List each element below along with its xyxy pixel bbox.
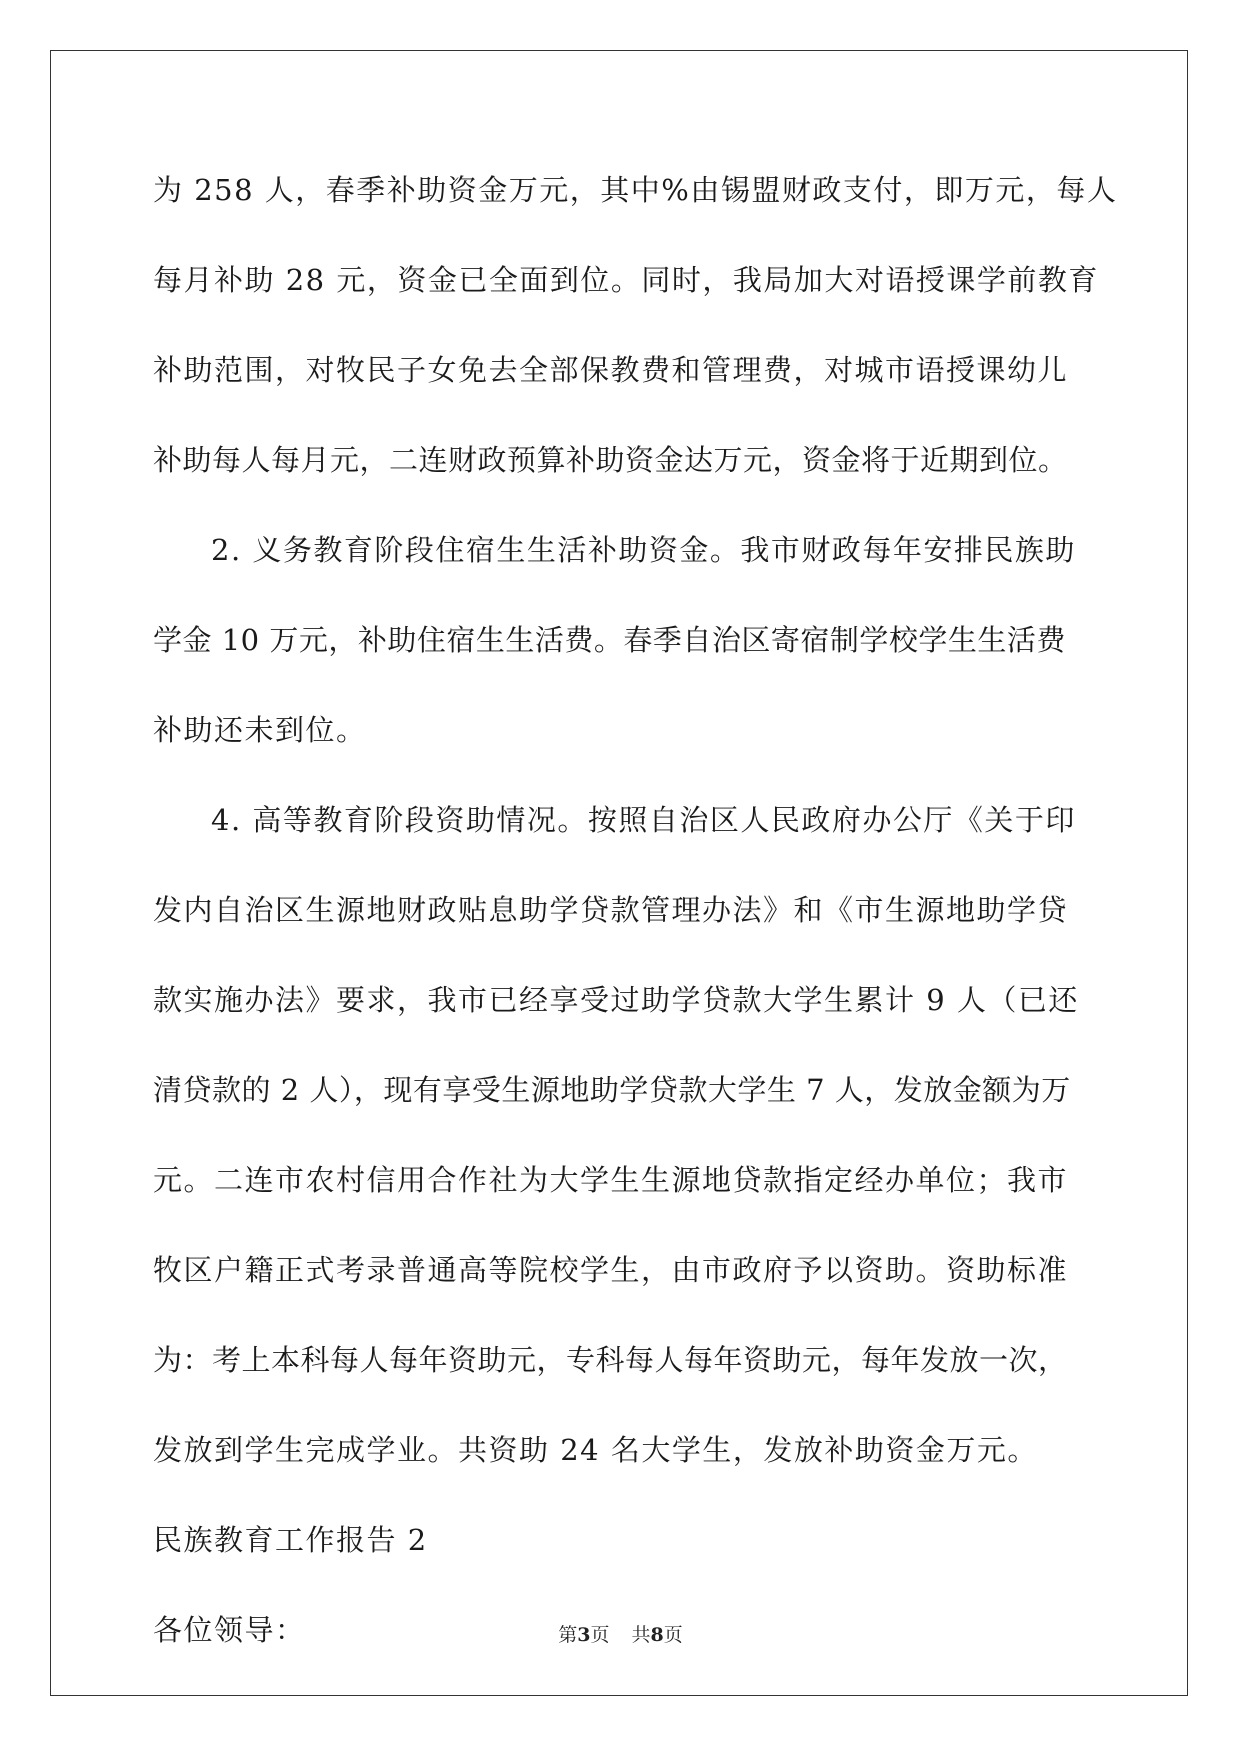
- page-suffix: 页: [590, 1624, 610, 1646]
- total-prefix: 共: [631, 1624, 651, 1646]
- body-line: 款实施办法》要求，我市已经享受过助学贷款大学生累计 9 人（已还: [153, 983, 1079, 1017]
- body-line: 补助还未到位。: [153, 713, 367, 747]
- body-line: 元。二连市农村信用合作社为大学生生源地贷款指定经办单位；我市: [153, 1163, 1069, 1197]
- body-line: 补助每人每月元，二连财政预算补助资金达万元，资金将于近期到位。: [153, 443, 1068, 477]
- paragraph-start-line: 4. 高等教育阶段资助情况。按照自治区人民政府办公厅《关于印: [211, 803, 1076, 837]
- section-title: 民族教育工作报告 2: [153, 1523, 428, 1557]
- page-footer: [0, 1620, 1241, 1647]
- body-line: 发内自治区生源地财政贴息助学贷款管理办法》和《市生源地助学贷: [153, 893, 1069, 927]
- page-prefix: 第: [558, 1624, 578, 1646]
- document-body: [153, 160, 1118, 1690]
- body-line: 为 258 人，春季补助资金万元，其中%由锡盟财政支付，即万元，每人: [153, 173, 1118, 207]
- page-current: 3: [577, 1624, 591, 1646]
- salutation: 各位领导：: [153, 1613, 306, 1647]
- body-line: 每月补助 28 元，资金已全面到位。同时，我局加大对语授课学前教育: [153, 263, 1099, 297]
- body-line: 补助范围，对牧民子女免去全部保教费和管理费，对城市语授课幼儿: [153, 353, 1069, 387]
- body-line: 牧区户籍正式考录普通高等院校学生，由市政府予以资助。资助标准: [153, 1253, 1069, 1287]
- paragraph-start-line: 2. 义务教育阶段住宿生生活补助资金。我市财政每年安排民族助: [211, 533, 1076, 567]
- page-total: 8: [650, 1624, 664, 1646]
- body-line: 为：考上本科每人每年资助元，专科每人每年资助元，每年发放一次，: [153, 1343, 1068, 1377]
- body-line: 清贷款的 2 人），现有享受生源地助学贷款大学生 7 人，发放金额为万: [153, 1073, 1071, 1107]
- total-suffix: 页: [663, 1624, 683, 1646]
- body-line: 发放到学生完成学业。共资助 24 名大学生，发放补助资金万元。: [153, 1433, 1038, 1467]
- body-line: 学金 10 万元，补助住宿生生活费。春季自治区寄宿制学校学生生活费: [153, 623, 1066, 657]
